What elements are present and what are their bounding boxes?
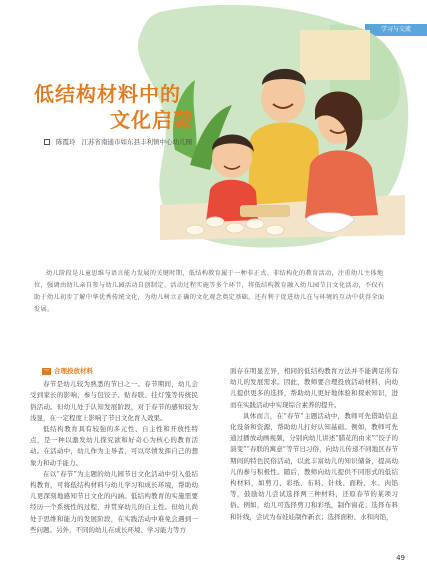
section-heading bbox=[42, 366, 198, 377]
paragraph: 面存在明显差异，相同的低结构教育方法并不能满足所有幼儿的发展需求。因此，教师要合理投放活动材料，向幼儿提供更多的选择，帮助幼儿更好地体验和探索知识，进而在实践活动中实现综合素养的提升。 bbox=[230, 367, 398, 409]
paragraph: 低结构教育具有较强的多元性、自主性和开放性特点，是一种以激发幼儿探究欲和好奇心为核心的教育活动。在活动中，幼儿作为主导者，可以尽情发挥自己的想象力和动手能力。 bbox=[30, 425, 198, 467]
abstract: 幼儿阶段是儿童思维与语言能力发展的关键时期，低结构教育属于一种非正式、非结构化的教育活动，注重幼儿主体地位，强调由幼儿亲自参与幼儿园活动自创制定、活动过程实施等多个环节，将低结构教育融入幼儿园节日文化活动，不仅有助于幼儿初步了解中华优秀传统文化，为幼儿树立正确的文化观念奠定基础，还有利于促进幼儿在与环境的互动中获得全面发展。 bbox=[34, 270, 385, 313]
section-title: 合理投放材料 bbox=[54, 367, 94, 375]
article-title-line1: 低结构材料中的 bbox=[34, 82, 181, 106]
author-affiliation: 江苏省南通市如东县丰利镇中心幼儿园 bbox=[81, 138, 192, 146]
page-number: 49 bbox=[396, 554, 405, 562]
article-title-line2: 文化启蒙 bbox=[110, 108, 194, 132]
author-marker-icon bbox=[44, 139, 50, 145]
author-name: 陈霞玲 bbox=[56, 138, 76, 146]
family-illustration bbox=[0, 0, 427, 250]
column-tag: 学习与交流 bbox=[365, 24, 427, 36]
section-number: 一 bbox=[44, 368, 50, 375]
paragraph: 在以“春节”为主题的幼儿园节日文化活动中引入低结构教育，可将低结构材料与幼儿学习和成长环境，帮助幼儿更深刻地感知节日文化的内涵。低结构教育的实施需要经历一个系统性的过程，并贯穿幼儿的自主性。但幼儿尚处于思维和能力的发展阶段，在实践活动中难免会遇到一些问题。另外，不同的幼儿在成长环境、学习能力等方 bbox=[30, 469, 198, 534]
paragraph: 春节是幼儿较为熟悉的节日之一。春节期间，幼儿会受到家长的影响，参与包饺子、贴春联、挂灯笼等传统民俗活动。但幼儿处于认知发展阶段，对于春节的感知较为浅显，在一定程度上影响了节日文化育人效果。 bbox=[30, 380, 198, 422]
paragraph: 具体而言，在“春节”主题活动中，教师可先借助信息化设备和资源，帮助幼儿打好认知基础。例如，教师可先通过播放动画视频，分别向幼儿讲述“腊花的由来”“饺子的演变”“春联的寓意”等节日习俗，向幼儿传递不同地区春节期间的特色民俗活动，以此丰富幼儿的知识储备，提高幼儿的参与积极性。随后，教师向幼儿提供不同形式的低结构材料，如剪刀、彩纸、布料、针线、面粉、水、肉馅等，鼓励幼儿尝试选择两三种材料，还原春节的某项习俗。例如，幼儿可选择剪刀和彩纸，制作窗花；选择布料和针线，尝试为布娃娃制作新衣；选择面粉、水和肉馅， bbox=[230, 411, 398, 521]
left-column bbox=[30, 366, 198, 536]
author-line bbox=[44, 137, 192, 146]
right-column bbox=[230, 366, 398, 523]
